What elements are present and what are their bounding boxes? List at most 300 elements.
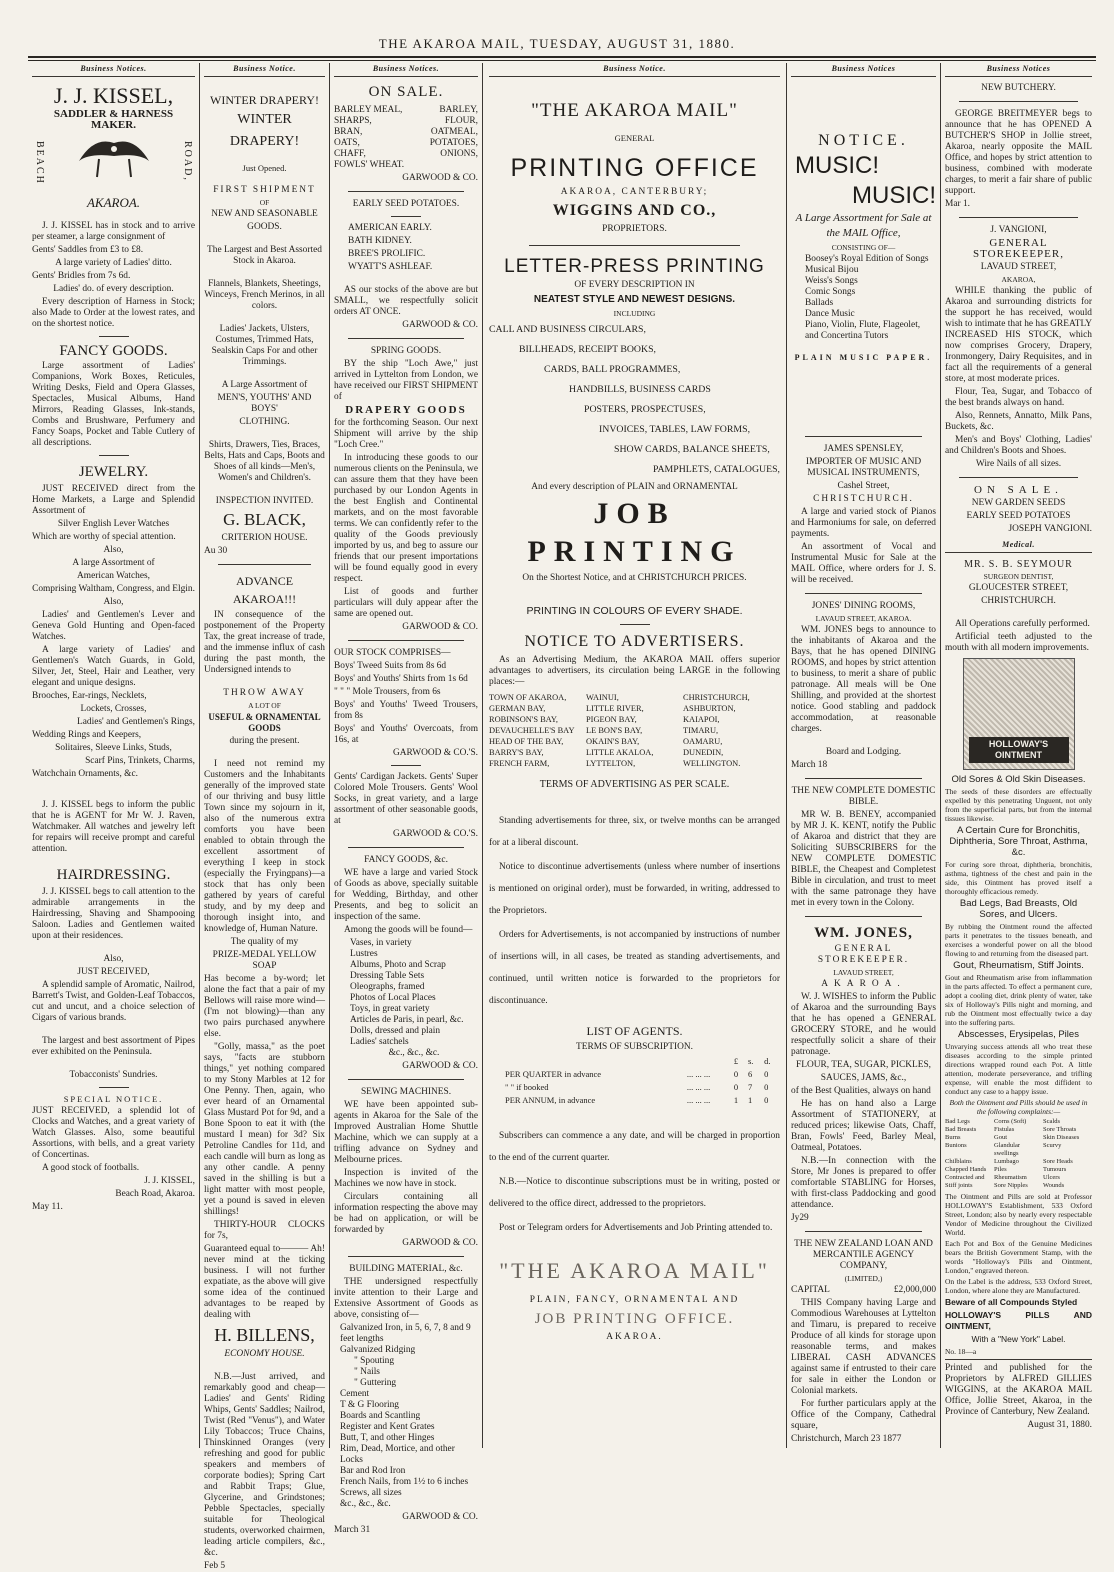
wire-text: Wire Nails of all sizes. (975, 459, 1062, 469)
complaint-item: Chapped Hands (945, 1166, 987, 1173)
just-received: JUST RECEIVED, (77, 967, 150, 977)
complaint-item: Bunions (945, 1142, 967, 1149)
kissel-text: Ladies' do. of every description. (53, 284, 174, 294)
season-text: for the forthcoming Season. Our next Shipment will arrive by the ship "Loch Cree." (334, 418, 478, 450)
limited-label: (LIMITED,) (844, 1274, 883, 1283)
winter-drapery-heading: WINTER DRAPERY! (229, 112, 300, 149)
potato-item: BREE'S PROLIFIC. (348, 249, 426, 259)
printed-text: Printed and published for the Proprietors by ALFRED GILLIES WIGGINS, at the AKAROA MAIL Office, Jollie Street, Akaroa, in the Province of Canterbury, New Zealand. (945, 1363, 1092, 1417)
sub-col-head: d. (764, 1056, 771, 1066)
complaint-item: Sore Nipples (994, 1182, 1028, 1189)
vangioni-name: J. VANGIONI, (990, 225, 1047, 235)
inspection-invited: INSPECTION INVITED. (215, 496, 314, 506)
complaint-item: Bad Breasts (945, 1126, 977, 1133)
divider (99, 336, 129, 337)
sub-shillings: 1 (747, 1095, 753, 1105)
sewing-text: WE have been appointed sub-agents in Akaroa for the Sale of the Improved Australian Home Shuttle Machine, which we can supply at a trifling advance on Sydney and Melbourne prices. (334, 1100, 478, 1165)
signature: GARWOOD & CO. (402, 1512, 478, 1522)
flour-text: Flour, Tea, Sugar, and Tobacco of the best brands always on hand. (945, 387, 1092, 408)
divider (391, 216, 421, 217)
special-notice-heading: SPECIAL NOTICE. (63, 1094, 164, 1104)
complaint-item: Chilblains (945, 1158, 972, 1165)
while-text: WHILE thanking the public of Akaroa and surrounding districts for the support he has received, would wish to intimate that he has GREATLY INCREASED HIS STOCK, which now comprises Grocery, Drapery, Ironmongery, Dairy Requisites, and in fact all the requirements of a general store, at most moderate prices. (945, 286, 1092, 384)
sores-text: The seeds of these disorders are effectually expelled by this penetrating Unguent, not only from the superficial parts, but from the internal tissues likewise. (945, 787, 1092, 823)
cardigan-text: Gents' Cardigan Jackets. Gents' Super Colored Mole Trousers. Gents' Wool Socks, in great variety, and a large assortment of other seasonable goods, at (334, 772, 478, 826)
fancy-goods-heading: FANCY GOODS, &c. (364, 855, 448, 865)
sub-pence: 0 (764, 1082, 769, 1092)
signature: GARWOOD & CO. (402, 622, 478, 632)
divider (348, 1256, 464, 1257)
our-stock-heading: OUR STOCK COMPRISES— (334, 648, 451, 658)
place-item: BARRY'S BAY, (489, 748, 544, 757)
place-item: HEAD OF THE BAY, (489, 737, 564, 746)
kissel-text: J. J. KISSEL has in stock and to arrive per steamer, a large consignment of (32, 221, 195, 242)
pianos-text: A large and varied stock of Pianos and Harmoniums for sale, on deferred payments. (791, 507, 936, 539)
fancy-item: Albums, Photo and Scrap (350, 960, 446, 970)
economy-house: ECONOMY HOUSE. (224, 1349, 305, 1359)
job-office-heading: JOB PRINTING OFFICE. (534, 1311, 735, 1327)
clothing-heading: CLOTHING. (239, 417, 290, 427)
clocks-heading: THIRTY-HOUR CLOCKS for 7s, (204, 1220, 325, 1241)
sub-dots: ... ... ... (686, 1095, 711, 1105)
side-text-right: ROAD, (182, 141, 193, 182)
signature: GARWOOD & CO. (402, 173, 478, 183)
notice-advertisers-heading: NOTICE TO ADVERTISERS. (524, 633, 745, 650)
nb-text: N.B.—Just arrived, and remarkably good and cheap—Ladies' and Gents' Riding Whips, Gents' Saddles; Nailrod, Twist (Red "Venus"), and Water Lily Tobaccos; Truce Chains, Thinskinned Oranges (very refreshing and good for public speakers and members of corporate bodies); Spring Cart and Rabbit Traps; Glue, Glycerine, and Grindstones; Pebble Spectacles, specially suitable for Theological students, overworked chairmen, leading article compilers, &c., &c. (204, 1372, 325, 1558)
place-item: ROBINSON'S BAY, (489, 715, 558, 724)
plain-fancy: PLAIN, FANCY, ORNAMENTAL AND (529, 1295, 740, 1305)
letterpress-heading: LETTER-PRESS PRINTING (504, 256, 765, 277)
lavaud-street: LAVAUD STREET, (833, 968, 894, 977)
complaint-item: Bad Legs (945, 1118, 970, 1125)
place-item: OKAIN'S BAY, (586, 737, 640, 746)
signature: GARWOOD & CO. (402, 1238, 478, 1248)
printing-office-heading: PRINTING OFFICE (510, 154, 759, 182)
terms-heading: TERMS OF ADVERTISING AS PER SCALE. (539, 779, 730, 790)
sale-item: BARLEY, (439, 105, 478, 115)
fancy-goods-text: Large assortment of Ladies' Companions, Work Boxes, Reticules, Writing Desks, Field and Opera Glasses, Spectacles, Musical Albums, Hand Mirrors, Reading Glasses, Ink-stands, Combs and Brushware, Perfumery and Fancy Soaps, Pocket and Table Cutlery of all descriptions. (32, 361, 195, 448)
complaint-item: Lumbago (994, 1158, 1019, 1165)
pipes-text: The largest and best assortment of Pipes ever exhibited on the Peninsula. (32, 1036, 195, 1057)
subscription-row (489, 1081, 780, 1094)
jewelry-text: Comprising Waltham, Congress, and Elgin. (32, 584, 195, 594)
building-item: Galvanized Iron, in 5, 6, 7, 8 and 9 feet lengths (340, 1323, 471, 1344)
sale-item: SHARPS, (334, 116, 372, 126)
divider (959, 477, 1078, 478)
sub-label: PER ANNUM, in advance (505, 1095, 596, 1105)
divider (959, 217, 1078, 218)
place-item: GERMAN BAY, (489, 704, 546, 713)
sundries-text: Tobacconists' Sundries. (69, 1070, 158, 1080)
jewelry-text: Brooches, Ear-rings, Necklets, (32, 691, 147, 701)
place-item: DUNEDIN, (683, 748, 724, 757)
date-line: Christchurch, March 23 1877 (791, 1434, 902, 1444)
building-item: Bar and Rod Iron (340, 1466, 406, 1476)
signature: GARWOOD & CO.'S. (392, 829, 478, 839)
music-item: Musical Bijou (805, 265, 859, 275)
spring-goods-heading: SPRING GOODS. (370, 346, 442, 356)
dentist-label: SURGEON DENTIST, (983, 572, 1054, 581)
divider (805, 916, 922, 917)
criterion-house: CRITERION HOUSE. (221, 533, 308, 543)
butchery-heading: NEW BUTCHERY. (981, 83, 1056, 93)
divider (348, 1079, 464, 1080)
jewelry-text: Ladies' and Gentlemen's Rings, (77, 717, 195, 727)
signature: GARWOOD & CO.'S. (392, 748, 478, 758)
divider (945, 1359, 1092, 1360)
abscess-text: Unvarying success attends all who treat these diseases according to the simple printed directions wrapped round each Pot. A little attention, moderate perseverance, and trifling expense, will enable the most diffident to conduct any case to a happy issue. (945, 1042, 1092, 1096)
saddle-block (32, 133, 195, 195)
jewelry-text: Also, (103, 545, 124, 555)
music-item: Ballads (805, 298, 834, 308)
kissel-text: Gents' Bridles from 7s 6d. (32, 271, 131, 281)
bible-heading: THE NEW COMPLETE DOMESTIC BIBLE. (791, 786, 936, 807)
clothing-text: Men's and Boys' Clothing, Ladies' and Children's Boots and Shoes. (945, 435, 1092, 456)
rennets-text: Also, Rennets, Annatto, Milk Pans, Buckets, &c. (945, 411, 1092, 432)
akaroa-mail-title: "THE AKAROA MAIL" (531, 100, 738, 121)
sores-heading: Old Sores & Old Skin Diseases. (951, 774, 1086, 785)
places-grid (489, 692, 780, 769)
introduce-text: In introducing these goods to our numerous clients on the Peninsula, we can assure them that they have been purchased by our London Agents in the best English and Continental markets, and on the most favorable terms. We can confidently refer to the quality of the Goods previously imported by us, and beg to assure our friends that our present importations will be found equally good in every respect. (334, 453, 478, 584)
beware-text: Beware of all Compounds Styled (945, 1297, 1078, 1307)
akaroa-canterbury: AKAROA, CANTERBURY; (560, 187, 709, 197)
column-butchery (941, 63, 1096, 1448)
colours-heading: PRINTING IN COLOURS OF EVERY SHADE. (526, 605, 743, 617)
drapery-goods-heading: DRAPERY GOODS (345, 404, 467, 416)
printing-item: INVOICES, TABLES, LAW FORMS, (599, 424, 751, 435)
job-printing-heading: JOB PRINTING (527, 497, 742, 568)
capital-row (791, 1285, 936, 1296)
address-text: On the Label is the address, 533 Oxford Street, London, where alone they are Manufactured. (945, 1277, 1092, 1295)
complaint-item: Wounds (1043, 1182, 1065, 1189)
complaint-item: Contracted and (945, 1174, 985, 1181)
subscription-table (489, 1055, 780, 1107)
kissel-text: Every description of Harness in Stock; also Made to Order at the lowest rates, and on the shortest notice. (32, 297, 195, 329)
sewing-heading: SEWING MACHINES. (360, 1087, 452, 1097)
post-text: Post or Telegram orders for Advertisements and Job Printing attended to. (499, 1223, 773, 1233)
and-every: And every description of PLAIN and ORNAMENTAL (531, 482, 738, 492)
orders-text: Orders for Advertisements, is not accompanied by instructions of number of insertions will, in all cases, be treated as standing advertisements, and continued, until written notice is forwarded to the proprietors for discontinuance. (489, 930, 780, 1006)
sub-pounds: 0 (733, 1069, 739, 1079)
every-description: OF EVERY DESCRIPTION IN (574, 280, 695, 290)
building-item: " Spouting (354, 1356, 395, 1366)
christchurch-label: CHRISTCHURCH. (981, 596, 1056, 606)
complaint-item: Rheumatism (994, 1174, 1027, 1181)
date-line: Mar 1. (945, 199, 970, 209)
stock-item: " " " Mole Trousers, from 6s (334, 687, 441, 697)
top-rule (28, 56, 1096, 58)
subscription-row (489, 1068, 780, 1081)
place-item: TOWN OF AKAROA, (489, 693, 567, 702)
early-seed-heading: EARLY SEED POTATOES. (352, 199, 460, 209)
golly-text: "Golly, massa," as the poet says, "facts are stubborn things," yet nothing compared to my Stony Marbles at 12 for One Penny. Then, again, who ever heard of an Ornamental Glass Mustard Pot for 9d, and a Bone Spoon to eat it with (the mustard I mean) for 3d? Six Petroline Candles for 11d, and each candle will burn as long as any other candle. A penny saved in the shilling is but a light matter with most people, yet a pound is saved in eleven shillings! (204, 1042, 325, 1217)
bad-legs-text: By rubbing the Ointment round the affected parts it penetrates to the tissues beneath, and exercises a wonderful power on all the blood flowing to and returning from the diseased part. (945, 922, 1092, 958)
jewelry-text: A large variety of Ladies' and Gentlemen's Watch Guards, in Gold, Silver, Jet, Steel, Hair and Leather, very elegant and unique designs. (32, 645, 195, 688)
column-music (787, 63, 940, 1448)
music-item: Weiss's Songs (805, 276, 858, 286)
building-item: " Guttering (354, 1378, 397, 1388)
building-item: Rim, Dead, Mortice, and other Locks (340, 1444, 455, 1465)
bad-legs-heading: Bad Legs, Bad Breasts, Old Sores, and Ulcers. (959, 898, 1078, 920)
soap-text: Has become a by-word; let alone the fact that a pair of my Bellows will raise more wind—(I'm not blowing)—than any two pairs purchased anywhere else. (204, 974, 325, 1039)
goods-label: GOODS. (247, 222, 282, 232)
sale-item: POTATOES, (429, 138, 478, 148)
stock-item: Boys' and Youths' Overcoats, from 16s, at (334, 724, 478, 745)
jewelry-text: Which are worthy of special attention. (32, 532, 176, 542)
column-header: Business Notices (945, 63, 1092, 77)
flour-text: FLOUR, TEA, SUGAR, PICKLES, (796, 1060, 931, 1070)
sale-item: OATMEAL, (430, 127, 478, 137)
building-text: THE undersigned respectfully invite attention to their Large and Extensive Assortment of Goods as above, consisting of— (334, 1277, 478, 1320)
notice-heading: NOTICE. (818, 132, 909, 149)
spensley-name: JAMES SPENSLEY, (823, 444, 904, 454)
divider (805, 1231, 922, 1232)
capital-value: £2,000,000 (893, 1285, 936, 1295)
early-potatoes: EARLY SEED POTATOES (966, 511, 1071, 521)
place-item: LITTLE RIVER, (586, 704, 644, 713)
bible-text: MR W. B. BENEY, accompanied by MR J. K. KENT, notify the Public of Akaroa and district that they are Soliciting SUBSCRIBERS for the NEW COMPLETE DOMESTIC BIBLE, the Cheapest and Completest Bible in circulation, and trust to meet with the same patronage they have met in every town in the Colony. (791, 810, 936, 908)
saddle-icon (69, 131, 159, 181)
seymour-name: MR. S. B. SEYMOUR (964, 559, 1073, 570)
george-text: GEORGE BREITMEYER begs to announce that he has OPENED A BUTCHER'S SHOP in Jollie street, Akaroa, nearly opposite the MAIL Office, and hopes by strict attention to business, combined with moderate charges, to merit a fair share of public support. (945, 109, 1092, 196)
saddle-illustration (69, 133, 159, 178)
shortest-notice: On the Shortest Notice, and at CHRISTCHURCH PRICES. (522, 573, 747, 583)
top-rule-thin (28, 60, 1096, 61)
kissel-text: A large variety of Ladies' ditto. (55, 258, 172, 268)
jewelry-text: Scarf Pins, Trinkets, Charms, (85, 756, 195, 766)
complaint-item: Skin Diseases (1043, 1134, 1080, 1141)
best-text: of the Best Qualities, always on hand (791, 1086, 931, 1096)
printing-list (489, 320, 780, 480)
fancy-item: Dolls, dressed and plain (350, 1026, 441, 1036)
consisting-label: CONSISTING OF— (831, 243, 896, 252)
agents-heading: LIST OF AGENTS. (586, 1024, 683, 1038)
nb-store-text: N.B.—In connection with the Store, Mr Jones is prepared to offer comfortable STABLING for Horses, with first-class Paddocking and good attendance. (791, 1156, 936, 1210)
place-item: FRENCH FARM, (489, 759, 550, 768)
column-garwood (330, 63, 482, 1535)
jewelry-text: Silver English Lever Watches (57, 519, 170, 529)
kissel-text: Gents' Saddles from £3 to £8. (32, 245, 144, 255)
place-item: KAIAPOI, (683, 715, 720, 724)
column-header: Business Notices (791, 63, 936, 77)
christchurch-label: CHRISTCHURCH. (813, 494, 914, 504)
music-item: Comic Songs (805, 287, 856, 297)
holloway-banner: HOLLOWAY'S OINTMENT (969, 737, 1069, 763)
building-items (334, 1323, 478, 1510)
complaint-item: Tumours (1043, 1166, 1067, 1173)
building-item: T & G Flooring (340, 1400, 399, 1410)
column-drapery (200, 63, 329, 1571)
fancy-item: Lustres (350, 949, 378, 959)
clocks-text: Guaranteed equal to——— Ah! never mind at the ticking business. I will not further expatiate, as the above will give some idea of the continued advantages to be reaped by dealing with (204, 1244, 325, 1320)
cure-text: For curing sore throat, diphtheria, bronchitis, asthma, tightness of the chest and pain in the side, this Ointment has proved itself a thoroughly efficacious remedy. (945, 860, 1092, 896)
during-present: during the present. (229, 736, 300, 746)
printing-item: SHOW CARDS, BALANCE SHEETS, (614, 444, 770, 455)
music-item: Piano, Violin, Flute, Flageolet, and Concertina Tutors (805, 320, 921, 341)
among-text: Among the goods will be found— (344, 925, 473, 935)
fancy-item: Oleographs, framed (350, 982, 425, 992)
proprietors: PROPRIETORS. (602, 224, 667, 234)
building-item: &c., &c., &c. (340, 1499, 391, 1509)
complaint-item: Gout (994, 1134, 1007, 1141)
wiggins-heading: WIGGINS AND CO., (552, 202, 717, 219)
fancy-item: Dressing Table Sets (350, 971, 425, 981)
jewelry-text: A large Assortment of (72, 558, 155, 568)
music-items (791, 254, 936, 342)
fancy-goods-text: WE have a large and varied Stock of Goods as above, specially suitable for Wedding, Birthday, and other Presents, and beg to solicit an inspection of the same. (334, 868, 478, 922)
stock-item: Boys' and Youths' Shirts from 1s 6d (334, 674, 468, 684)
sale-item: FLOUR, (444, 116, 478, 126)
sub-dots: ... ... ... (686, 1082, 711, 1092)
akaroa-label: AKAROA. (821, 979, 906, 989)
date-line: Au 30 (204, 546, 228, 556)
column-printing-office (483, 63, 786, 1448)
date-line: March 18 (791, 760, 828, 770)
advance-akaroa-heading: ADVANCE AKAROA!!! (232, 574, 297, 606)
sub-pence: 0 (764, 1095, 769, 1105)
wm-jones-heading: WM. JONES, (814, 925, 913, 941)
signature: JOSEPH VANGIONI. (1008, 524, 1092, 534)
printing-item: PAMPHLETS, CATALOGUES, (652, 464, 780, 475)
board-lodging: Board and Lodging. (825, 747, 902, 757)
sub-shillings: 7 (747, 1082, 753, 1092)
building-item: Cement (340, 1389, 370, 1399)
ulsters-text: Ladies' Jackets, Ulsters, Costumes, Trimmed Hats, Sealskin Caps For and other Trimmings. (211, 324, 318, 367)
jewelry-text: Ladies' and Gentlemen's Lever and Geneva Gold Hunting and Open-faced Watches. (32, 610, 195, 642)
fancy-item: Toys, in great variety (350, 1004, 430, 1014)
signature: GARWOOD & CO. (402, 1061, 478, 1071)
jewelry-heading: JEWELRY. (78, 464, 149, 480)
complaints-grid (945, 1118, 1092, 1190)
building-item: Register and Kent Grates (340, 1422, 435, 1432)
divider (348, 847, 464, 848)
printing-item: CARDS, BALL PROGRAMMES, (544, 364, 681, 375)
date-line: Jy29 (791, 1213, 809, 1223)
general-label: GENERAL (614, 133, 655, 143)
operations-text: All Operations carefully performed. (955, 619, 1090, 629)
complaint-item: Sore Heads (1043, 1158, 1073, 1165)
hairdressing-text: J. J. KISSEL begs to call attention to the admirable arrangements in the Hairdressing, Shaving and Shampooing Saloon. Ladies and Gentlemen waited upon at their residences. (32, 887, 195, 941)
sub-label: " " if booked (505, 1082, 549, 1092)
fancy-items (334, 938, 478, 1059)
nz-loan-heading: THE NEW ZEALAND LOAN AND MERCANTILE AGENCY COMPANY, (794, 1239, 933, 1271)
also-label: Also, (103, 954, 124, 964)
sub-dots: ... ... ... (686, 1069, 711, 1079)
throw-away: THROW AWAY (223, 688, 306, 698)
complaint-item: Scurvy (1043, 1142, 1062, 1149)
building-heading: BUILDING MATERIAL, &c. (349, 1264, 463, 1274)
music-heading: MUSIC! (852, 182, 936, 209)
gout-text: Gout and Rheumatism arise from inflammation in the parts affected. To effect a permanent cure, adopt a cooling diet, drink plenty of water, take six of Holloway's Pills night and morning, and rub the Ointment most effectually twice a day into the suffering parts. (945, 973, 1092, 1027)
column-header: Business Notices. (334, 63, 478, 77)
music-paper: PLAIN MUSIC PAPER. (794, 353, 933, 362)
date-line: May 11. (32, 1202, 63, 1212)
stocks-text: AS our stocks of the above are but SMALL, we respectfully solicit orders AT ONCE. (334, 285, 478, 317)
mens-heading: MEN'S, YOUTHS' AND BOYS' (217, 393, 312, 414)
music-item: Boosey's Royal Edition of Songs (805, 254, 929, 264)
sewing-text: Circulars containing all information respecting the above may be had on application, or will be forwarded by (334, 1192, 478, 1235)
sale-item: OATS, (334, 138, 360, 148)
divider (348, 191, 464, 192)
divider (805, 593, 922, 594)
of-label: OF (259, 198, 270, 207)
place-item: PIGEON BAY, (586, 715, 637, 724)
fancy-goods-heading: FANCY GOODS. (59, 343, 168, 359)
new-york-label: With a "New York" Label. (971, 1334, 1066, 1344)
fancy-item: Articles de Paris, in pearl, &c. (350, 1015, 464, 1025)
building-item: " Nails (354, 1367, 380, 1377)
loch-awe-text: BY the ship "Loch Awe," just arrived in Lyttelton from London, we have received our FIRST SHIPMENT of (334, 359, 478, 402)
potato-item: WYATT'S ASHLEAF. (348, 262, 433, 272)
first-shipment: FIRST SHIPMENT (213, 185, 316, 195)
place-item: LE BON'S BAY, (586, 726, 643, 735)
potato-item: AMERICAN EARLY. (348, 223, 432, 233)
fancy-item: Vases, in variety (350, 938, 412, 948)
tobacco-text: A splendid sample of Aromatic, Nailrod, Barrett's Twist, and Golden-Leaf Tobaccos, cut and uncut, and a choice selection of Cigars of various brands. (32, 980, 195, 1023)
jewelry-text: Solitaires, Sleeve Links, Studs, (55, 743, 172, 753)
teeth-text: Artificial teeth adjusted to the mouth with all modern improvements. (945, 632, 1092, 653)
complaint-item: Sore Throats (1043, 1126, 1077, 1133)
discontinue-text: Notice to discontinue advertisements (unless where number of insertions is mentioned on original order), must be forwarded, in writing, addressed to the Proprietors. (489, 862, 780, 916)
lists-text: List of goods and further particulars will duly appear after the same are opened out. (334, 587, 478, 619)
advance-text: IN consequence of the postponement of the Property Tax, the great increase of trade, and the immense influx of cash during the past month, the Undersigned intends to (204, 610, 325, 675)
potato-item: BATH KIDNEY. (348, 236, 412, 246)
largest-stock: The Largest and Best Assorted Stock in Akaroa. (207, 245, 322, 266)
sale-item: ONIONS, (440, 149, 478, 159)
jewelry-text: Watchchain Ornaments, &c. (32, 769, 138, 779)
including-label: INCLUDING (613, 309, 656, 318)
cashel-street: Cashel Street, (837, 481, 890, 491)
akaroa-label: AKAROA, (1001, 275, 1036, 284)
wj-text: W. J. WISHES to inform the Public of Akaroa and the surrounding Bays that he has opened a GENERAL GROCERY STORE, and he would respectfully solicit a share of their patronage. (791, 992, 936, 1057)
building-item: Galvanized Ridging (340, 1345, 416, 1355)
medical-header: Medical. (945, 539, 1092, 553)
jewelry-text: JUST RECEIVED direct from the Home Markets, a Large and Splendid Assortment of (32, 484, 195, 516)
complaint-item: Fistulas (994, 1126, 1015, 1133)
gloucester-street: GLOUCESTER STREET, (968, 583, 1069, 593)
stock-item: Boys' and Youths' Tweed Trousers, from 8s (334, 700, 478, 721)
signature: GARWOOD & CO. (402, 320, 478, 330)
kissel-name: J. J. KISSEL, (53, 83, 174, 108)
further-text: For further particulars apply at the Office of the Company, Cathedral square, (791, 1399, 936, 1431)
stock-item: Boys' Tweed Suits from 8s 6d (334, 661, 447, 671)
complaint-item: Piles (994, 1166, 1007, 1173)
flannels-text: Flannels, Blankets, Sheetings, Winceys, French Merinos, in all colors. (204, 279, 325, 311)
divider (529, 245, 740, 246)
music-heading: MUSIC! (795, 152, 879, 179)
subscription-heading: TERMS OF SUBSCRIPTION. (576, 1042, 693, 1052)
sub-col-head: £ (733, 1056, 739, 1066)
storekeeper-label: GENERAL STOREKEEPER. (817, 944, 910, 965)
holloway-engraving (963, 658, 1075, 770)
garden-seeds: NEW GARDEN SEEDS (971, 498, 1066, 508)
fancy-item: Ladies' satchels (350, 1037, 409, 1047)
sub-col-head: s. (747, 1056, 754, 1066)
place-item: LYTTELTON, (586, 759, 636, 768)
abscess-heading: Abscesses, Erysipelas, Piles (958, 1029, 1079, 1040)
akaroa-label: AKAROA. (86, 195, 141, 210)
special-notice-text: A good stock of footballs. (42, 1163, 140, 1173)
sub-shillings: 6 (747, 1069, 753, 1079)
neatest-style: NEATEST STYLE AND NEWEST DESIGNS. (533, 294, 736, 305)
date-line: Feb 5 (204, 1561, 226, 1571)
quality-text: The quality of my (230, 937, 299, 947)
jones-rooms-heading: JONES' DINING ROOMS, (811, 601, 916, 611)
sewing-text: Inspection is invited of the Machines we now have in stock. (334, 1168, 478, 1189)
number-text: No. 18—a (945, 1347, 977, 1356)
signature: Beach Road, Akaroa. (115, 1189, 195, 1199)
lavaud-street: LAVAUD STREET, AKAROA. (815, 614, 912, 623)
